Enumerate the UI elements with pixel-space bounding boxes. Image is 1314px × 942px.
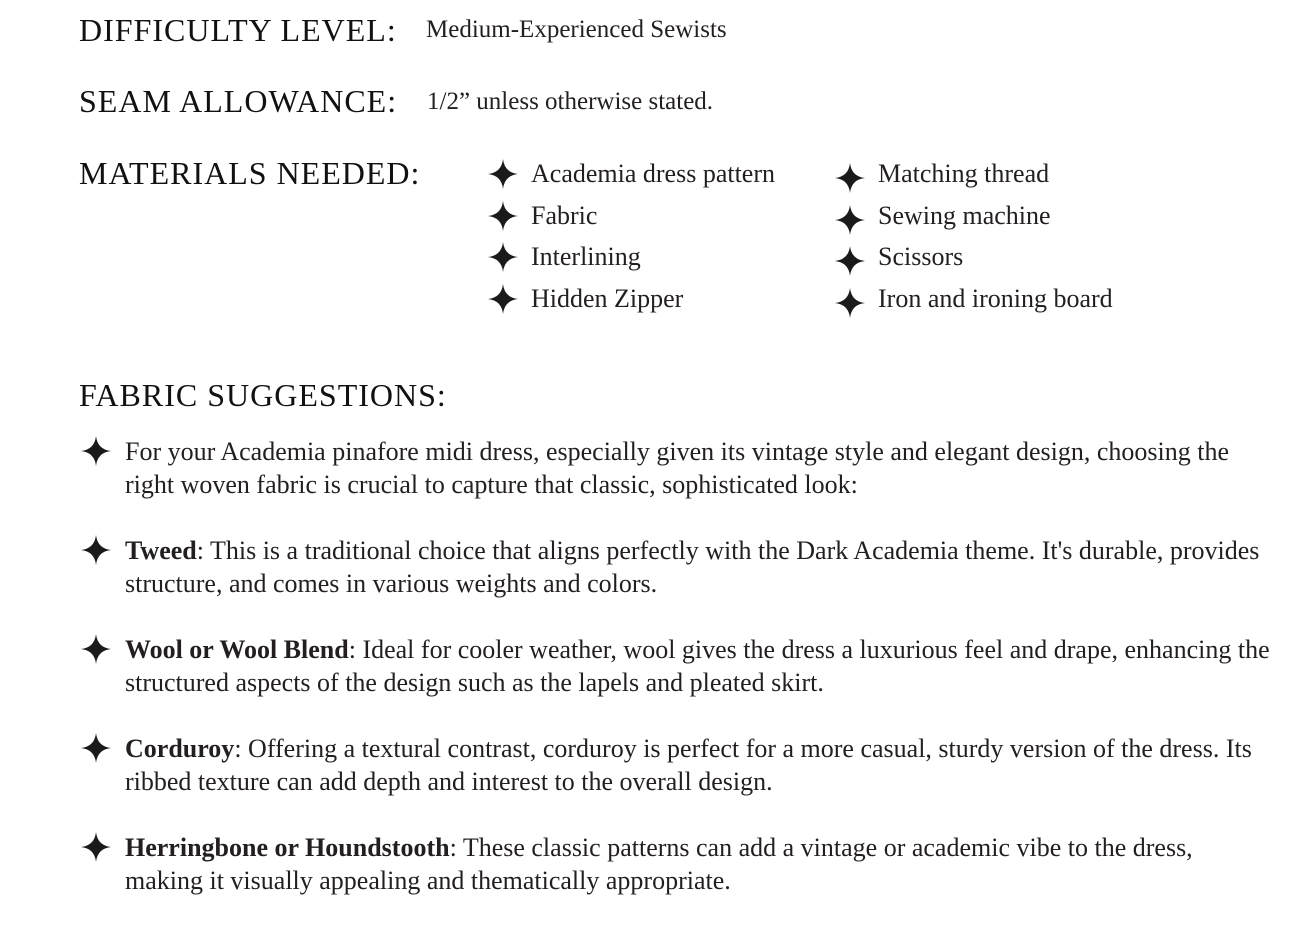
fabric-item-corduroy (125, 732, 1275, 798)
fabric-description: : Offering a textural contrast, corduroy is perfect for a more casual, sturdy version of the dress. Its ribbed texture can add depth and interest to the overall design. (125, 734, 1252, 796)
fabric-term: Wool or Wool Blend (125, 635, 349, 664)
material-item: Academia dress pattern (531, 159, 776, 188)
four-point-star-icon (835, 288, 865, 318)
fabric-description: : These classic patterns can add a vintage or academic vibe to the dress, making it visually appealing and thematically appropriate. (125, 833, 1193, 895)
fabric-term: Tweed (125, 536, 197, 565)
four-point-star-icon (81, 832, 111, 862)
material-item: Hidden Zipper (531, 284, 684, 313)
difficulty-label: DIFFICULTY LEVEL: (79, 12, 397, 48)
material-item: Interlining (531, 242, 641, 271)
fabric-term: Herringbone or Houndstooth (125, 833, 450, 862)
difficulty-value: Medium-Experienced Sewists (426, 16, 727, 43)
fabric-item-wool (125, 633, 1275, 699)
four-point-star-icon (81, 634, 111, 664)
material-item: Scissors (878, 242, 964, 271)
four-point-star-icon (835, 163, 865, 193)
fabric-intro (125, 435, 1275, 501)
fabric-suggestions-label: FABRIC SUGGESTIONS: (79, 377, 447, 413)
fabric-item-herringbone (125, 831, 1275, 897)
seam-allowance-label: SEAM ALLOWANCE: (79, 83, 398, 119)
four-point-star-icon (81, 535, 111, 565)
material-item: Matching thread (878, 159, 1050, 188)
fabric-item-tweed (125, 534, 1275, 600)
material-item: Fabric (531, 201, 598, 230)
four-point-star-icon (488, 242, 518, 272)
four-point-star-icon (488, 201, 518, 231)
material-item: Sewing machine (878, 201, 1051, 230)
seam-allowance-value: 1/2” unless otherwise stated. (427, 88, 714, 115)
four-point-star-icon (81, 733, 111, 763)
fabric-description: : This is a traditional choice that aligns perfectly with the Dark Academia theme. It's durable, provides structure, and comes in various weights and colors. (125, 536, 1260, 598)
four-point-star-icon (488, 159, 518, 189)
fabric-description: : Ideal for cooler weather, wool gives the dress a luxurious feel and drape, enhancing the structured aspects of the design such as the lapels and pleated skirt. (125, 635, 1270, 697)
fabric-description: For your Academia pinafore midi dress, especially given its vintage style and elegant design, choosing the right woven fabric is crucial to capture that classic, sophisticated look: (125, 437, 1229, 499)
material-item: Iron and ironing board (878, 284, 1113, 313)
fabric-term: Corduroy (125, 734, 235, 763)
materials-label: MATERIALS NEEDED: (79, 155, 421, 191)
four-point-star-icon (835, 246, 865, 276)
four-point-star-icon (488, 284, 518, 314)
four-point-star-icon (81, 436, 111, 466)
four-point-star-icon (835, 205, 865, 235)
